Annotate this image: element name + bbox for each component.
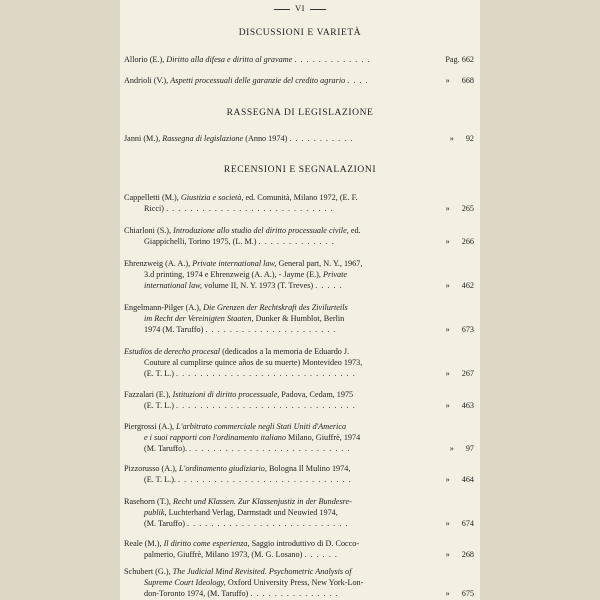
entry-title: L'arbitrato commerciale negli Stati Uniti d'America <box>176 422 347 431</box>
entry-page <box>446 203 474 214</box>
entry-page <box>446 280 474 291</box>
entry-detail: Padova, Cedam, 1975 <box>281 390 354 399</box>
entry-detail: Luchterhand Verlag, Darmstadt und Neuwied 1974, <box>168 508 338 518</box>
entry-page: Pag. 662 <box>445 55 474 64</box>
entry-detail: volume II, N. Y. 1973 (T. Treves) <box>204 281 314 291</box>
entry-detail: Giappichelli, Torino 1975, (L. M.) <box>144 237 257 247</box>
entry-title: Private international law, <box>192 259 277 268</box>
entry-reale <box>124 538 474 560</box>
entry-page-number: 268 <box>461 550 474 560</box>
leader-dots: . . . . . . . . . . . . . . . . . . . . . . . . . . . <box>189 444 351 454</box>
entry-detail: (M. Taruffo). <box>144 444 188 454</box>
page-marker: » <box>445 325 450 335</box>
leader-dots: . . . . . . . . . . . . . . . . . . . . . . <box>205 325 337 335</box>
entry-page <box>446 400 474 411</box>
entry-page <box>446 236 474 247</box>
section-heading-rassegna: RASSEGNA DI LEGISLAZIONE <box>226 108 374 118</box>
entry-detail: General part, N. Y., 1967, <box>278 259 363 268</box>
page-marker: » <box>445 589 450 599</box>
section-heading-discussioni: DISCUSSIONI E VARIETÀ <box>238 28 362 38</box>
entry-detail: (E. T. L.). <box>144 475 176 485</box>
entry-title: international law, <box>144 281 203 291</box>
entry-page <box>446 518 474 529</box>
page-marker: » <box>445 550 450 560</box>
entry-title: Recht und Klassen. Zur Klassenjustiz in der Bundesre- <box>172 497 352 506</box>
entry-page-number: 668 <box>461 76 474 85</box>
entry-detail: ed. Comunità, Milano 1972, (E. F. <box>245 193 358 202</box>
entry-page-number: 463 <box>461 401 474 411</box>
entry-title: Private <box>322 270 348 280</box>
entry-author: Allorio (E.), <box>124 55 165 64</box>
page-marker: » <box>445 204 450 214</box>
entry-ehrenzweig <box>124 258 474 292</box>
document-page <box>120 0 480 600</box>
entry-title: L'ordinamento giudiziario, <box>179 464 267 473</box>
entry-author: Janni (M.), <box>124 134 161 143</box>
entry-detail: Milano, Giuffrè, 1974 <box>288 433 361 443</box>
entry-title: im Recht der Vereinigten Staaten, <box>144 314 254 324</box>
entry-title: Aspetti processuali delle garanzie del credito agrario <box>170 76 346 85</box>
entry-title: Introduzione allo studio del diritto processuale civile, <box>173 226 349 235</box>
leader-dots: . . . . . . <box>304 550 338 560</box>
entry-author: Fazzalari (E.), <box>124 390 171 399</box>
entry-detail: (E. T. L.) <box>144 401 174 411</box>
page-marker: » <box>449 134 454 143</box>
entry-detail: Dunker & Humblot, Berlin <box>255 314 345 324</box>
entry-author: Engelmann-Pilger (A.), <box>124 303 202 312</box>
entry-estudios <box>124 346 474 380</box>
entry-allorio <box>124 54 474 65</box>
entry-title: Diritto alla difesa e diritto al gravame <box>166 55 293 64</box>
entry-page <box>446 75 474 86</box>
entry-engelmann <box>124 302 474 336</box>
entry-page-number: 464 <box>461 475 474 485</box>
entry-author: Ehrenzweig (A. A.), <box>124 259 191 268</box>
entry-title: Supreme Court Ideology, <box>144 578 226 588</box>
entry-detail: (E. T. L.) <box>144 369 174 379</box>
leader-dots: . . . . . . . . . . . . . . . . . . . . . . . . . . . . . <box>178 475 352 485</box>
entry-author: Pizzorusso (A.), <box>124 464 177 473</box>
entry-detail: Oxford University Press, New York-Lon- <box>227 578 364 588</box>
entry-page <box>450 443 474 454</box>
page-marker: » <box>445 519 450 529</box>
leader-dots: . . . . . . . . . . . . . <box>258 237 335 247</box>
entry-author: Andrioli (V.), <box>124 76 169 85</box>
entry-page-number: 97 <box>465 444 474 454</box>
entry-page-number: 266 <box>461 237 474 247</box>
entry-detail: (M. Taruffo) <box>144 519 185 529</box>
entry-detail: don-Toronto 1974, (M. Taruffo) <box>144 589 249 599</box>
page-marker: » <box>445 237 450 247</box>
entry-piergrossi <box>124 421 474 455</box>
entry-page-number: 673 <box>461 325 474 335</box>
entry-schubert <box>124 566 474 600</box>
entry-title: Giustizia e società, <box>180 193 244 202</box>
page-marker: » <box>445 475 450 485</box>
entry-detail: palmerio, Giuffrè, Milano 1973, (M. G. Losano) <box>144 550 303 560</box>
entry-title: publik, <box>144 508 167 518</box>
entry-detail: 3.d printing, 1974 e Ehrenzweig (A. A.), - Jayme (E.), <box>144 270 321 280</box>
entry-cappelletti <box>124 192 474 214</box>
leader-dots: . . . . . . . . . . . <box>289 134 354 143</box>
page-number-text: VI <box>295 3 305 13</box>
leader-dots: . . . . . . . . . . . . . . . . . . . . . . . . . . . . . . <box>175 401 356 411</box>
page-marker: » <box>445 281 450 291</box>
entry-janni <box>124 133 474 144</box>
entry-page <box>446 549 474 560</box>
entry-author: Schubert (G.), <box>124 567 171 576</box>
entry-author: Rasehorn (T.), <box>124 497 171 506</box>
section-heading-recensioni: RECENSIONI E SEGNALAZIONI <box>223 165 377 175</box>
leader-dots: . . . . . . . . . . . . . . . . . . . . . . . . . . . . <box>166 204 334 214</box>
leader-dots: . . . . . . . . . . . . . . . <box>250 589 339 599</box>
entry-author: Cappelletti (M.), <box>124 193 179 202</box>
leader-dots: . . . . . . . . . . . . . . . . . . . . . . . . . . . <box>187 519 349 529</box>
entry-fazzalari <box>124 389 474 411</box>
entry-andrioli <box>124 75 474 86</box>
leader-dots: . . . . . <box>315 281 343 291</box>
entry-page <box>446 368 474 379</box>
left-margin <box>0 0 120 600</box>
entry-title: The Judicial Mind Revisited. Psychometric Analysis of <box>172 567 352 576</box>
entry-author: Chiarloni (S.), <box>124 226 172 235</box>
entry-detail: (dedicados a la memoria de Eduardo J. <box>222 347 350 356</box>
page-number-rule-left <box>274 9 290 10</box>
entry-page-number: 462 <box>461 281 474 291</box>
entry-title: Estudios de derecho procesal <box>124 347 221 356</box>
entry-title: Il diritto come esperienza, <box>163 539 250 548</box>
entry-detail: (Anno 1974) <box>245 134 288 143</box>
page-marker: » <box>445 76 450 85</box>
entry-detail: 1974 (M. Taruffo) <box>144 325 204 335</box>
entry-author: Reale (M.), <box>124 539 162 548</box>
entry-page-number: 267 <box>461 369 474 379</box>
leader-dots: . . . . . . . . . . . . . <box>294 55 371 64</box>
entry-author: Piergrossi (A.), <box>124 422 175 431</box>
entry-page <box>450 133 474 144</box>
entry-detail: ed. <box>350 226 361 235</box>
leader-dots: . . . . . . . . . . . . . . . . . . . . . . . . . . . . . . <box>175 369 356 379</box>
page-number <box>120 3 480 13</box>
entry-page <box>446 324 474 335</box>
entry-title: Istituzioni di diritto processuale, <box>172 390 280 399</box>
entry-page <box>446 474 474 485</box>
right-margin <box>480 0 600 600</box>
entry-title: e i suoi rapporti con l'ordinamento italiano <box>144 433 286 443</box>
entry-chiarloni <box>124 225 474 247</box>
entry-page-number: 674 <box>461 519 474 529</box>
entry-page <box>446 588 474 599</box>
entry-detail: Bologna Il Mulino 1974, <box>268 464 351 473</box>
entry-detail: Couture al cumplirse quince años de su muerte) Montevideo 1973, <box>144 358 363 368</box>
page-marker: » <box>445 369 450 379</box>
entry-detail: Ricci) <box>144 204 165 214</box>
entry-title: Die Grenzen der Rechtskraft des Zivilurteils <box>203 303 348 312</box>
entry-detail: Saggio introduttivo di D. Cocco- <box>251 539 360 548</box>
page-marker: » <box>449 444 454 454</box>
entry-title: Rassegna di legislazione <box>162 134 244 143</box>
entry-page-number: 265 <box>461 204 474 214</box>
page-number-rule-right <box>310 9 326 10</box>
entry-pizzorusso <box>124 463 474 485</box>
leader-dots: . . . . <box>347 76 369 85</box>
entry-page-number: 92 <box>465 134 474 143</box>
page-marker: » <box>445 401 450 411</box>
entry-page-number: 675 <box>461 589 474 599</box>
entry-rasehorn <box>124 496 474 530</box>
